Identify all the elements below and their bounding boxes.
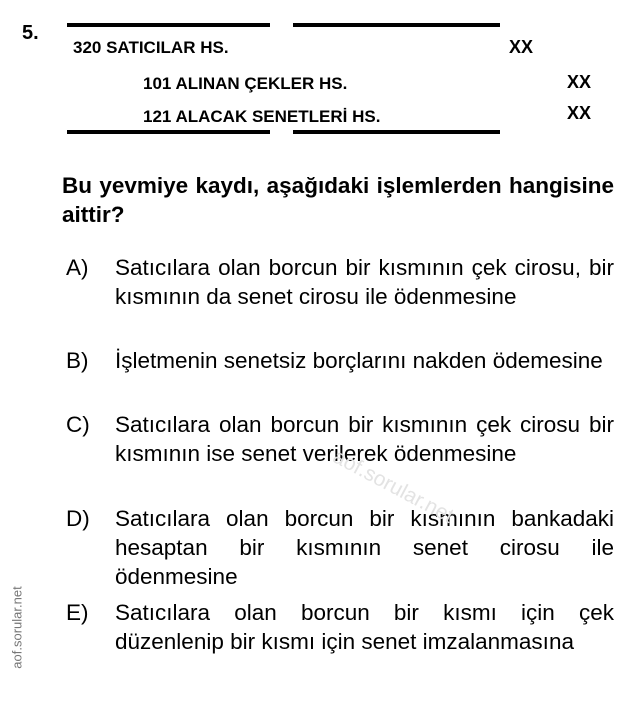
option-text: Satıcılara olan borcun bir kısmının çek cirosu bir kısmının ise senet verilerek ödenmesine xyxy=(115,412,614,466)
credit-account-2: 121 ALACAK SENETLERİ HS. xyxy=(143,107,381,126)
option-letter: B) xyxy=(66,348,89,373)
option-letter: A) xyxy=(66,255,89,280)
journal-top-rule-left xyxy=(67,23,270,27)
debit-amount: XX xyxy=(509,37,534,57)
option-letter: E) xyxy=(66,600,89,625)
option-text: Satıcılara olan borcun bir kısmı için çek düzenlenip bir kısmı için senet imzalanmasına xyxy=(115,600,614,654)
debit-account: 320 SATICILAR HS. xyxy=(73,38,229,57)
option-letter: C) xyxy=(66,412,90,437)
credit-amount-2: XX xyxy=(567,103,592,123)
option-a[interactable] xyxy=(66,253,614,311)
option-d[interactable] xyxy=(66,504,614,591)
option-text: Satıcılara olan borcun bir kısmının çek cirosu, bir kısmının da senet cirosu ile ödenmesine xyxy=(115,255,614,309)
journal-bottom-rule-left xyxy=(67,130,270,134)
side-watermark: aof.sorular.net xyxy=(9,586,25,669)
option-b[interactable] xyxy=(66,346,614,375)
credit-amount-1: XX xyxy=(567,72,592,92)
question-stem: Bu yevmiye kaydı, aşağıdaki işlemlerden hangisine aittir? xyxy=(62,173,614,227)
question-number: 5. xyxy=(22,22,39,44)
journal-top-rule-right xyxy=(293,23,500,27)
watermark: aof.sorular.net xyxy=(329,445,458,528)
journal-bottom-rule-right xyxy=(293,130,500,134)
option-text: Satıcılara olan borcun bir kısmının bankadaki hesaptan bir kısmının senet cirosu ile ödenmesine xyxy=(115,506,614,589)
option-text: İşletmenin senetsiz borçlarını nakden ödemesine xyxy=(115,348,603,373)
option-e[interactable] xyxy=(66,598,614,656)
option-letter: D) xyxy=(66,506,90,531)
credit-account-1: 101 ALINAN ÇEKLER HS. xyxy=(143,74,348,93)
